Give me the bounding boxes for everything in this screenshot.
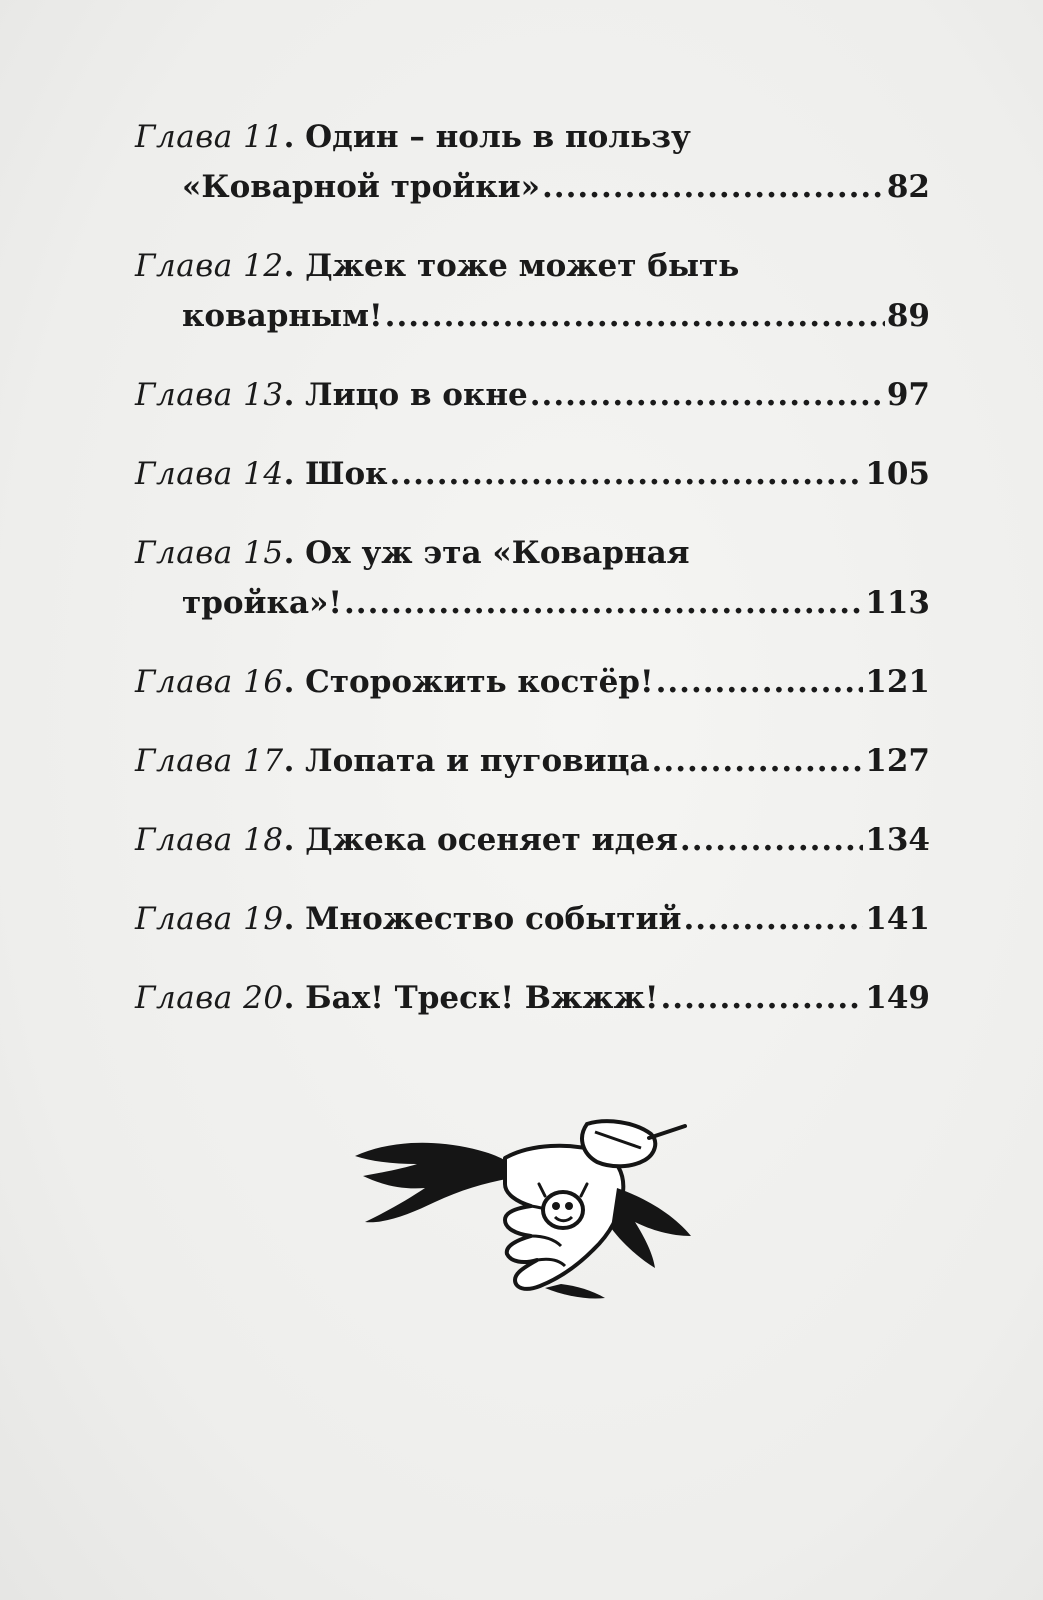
toc-entry-line: Глава 14 . Шок ..... 105	[135, 449, 930, 499]
chapter-label: Глава 14	[135, 456, 284, 492]
chapter-label: Глава 17	[135, 743, 284, 779]
toc-entry	[135, 736, 930, 786]
chapter-title: Сторожить костёр!	[305, 664, 654, 700]
chapter-title: Джека осеняет идея	[305, 822, 678, 858]
chapter-label: Глава 13	[135, 377, 284, 413]
toc-entry	[135, 370, 930, 420]
toc-entry-line: Глава 17 . Лопата и пуговица ..... 127	[135, 736, 930, 786]
chapter-label: Глава 19	[135, 901, 284, 937]
toc-entry-line: Глава 18 . Джека осеняет идея ..... 134	[135, 815, 930, 865]
dot-leader	[385, 291, 885, 341]
page-number: 82	[886, 169, 930, 205]
dot-leader	[542, 162, 885, 212]
chapter-label: Глава 11	[135, 119, 284, 155]
page-number: 141	[865, 901, 930, 937]
toc-entry	[135, 241, 930, 341]
chapter-title: Множество событий	[305, 901, 682, 937]
dot-leader	[683, 894, 863, 944]
page-number: 121	[865, 664, 930, 700]
page-number: 97	[886, 377, 930, 413]
toc-entry-first-line: Глава 15 . Ох уж эта «Коварная	[135, 528, 930, 578]
chapter-title: Бах! Треск! Вжжж!	[305, 980, 659, 1016]
dot-leader	[344, 578, 863, 628]
toc-entry-line: Глава 20 . Бах! Треск! Вжжж! ..... 149	[135, 973, 930, 1023]
toc-entry-last-line	[135, 291, 930, 341]
toc-entry-last-line	[135, 162, 930, 212]
dot-leader	[652, 736, 864, 786]
chapter-label: Глава 12	[135, 248, 284, 284]
dot-leader	[390, 449, 864, 499]
toc-entry	[135, 112, 930, 212]
toc-entry	[135, 528, 930, 628]
page-number: 105	[865, 456, 930, 492]
table-of-contents	[135, 112, 930, 1052]
dot-leader	[680, 815, 863, 865]
toc-entry	[135, 657, 930, 707]
chapter-title: Джек тоже может быть	[305, 248, 740, 284]
chapter-title: Ох уж эта «Коварная	[305, 535, 690, 571]
chapter-title-continued: «Коварной тройки»	[182, 169, 541, 205]
toc-entry	[135, 815, 930, 865]
chapter-label: Глава 18	[135, 822, 284, 858]
toc-entry-first-line: Глава 12 . Джек тоже может быть	[135, 241, 930, 291]
chapter-title: Шок	[305, 456, 388, 492]
dot-leader	[530, 370, 885, 420]
toc-entry-line: Глава 13 . Лицо в окне ..... 97	[135, 370, 930, 420]
chapter-label: Глава 20	[135, 980, 284, 1016]
page-number: 127	[865, 743, 930, 779]
toc-entry-first-line: Глава 11 . Один – ноль в пользу	[135, 112, 930, 162]
chapter-title-continued: коварным!	[182, 298, 383, 334]
chapter-title: Один – ноль в пользу	[305, 119, 691, 155]
chapter-label: Глава 15	[135, 535, 284, 571]
chapter-title: Лицо в окне	[305, 377, 528, 413]
toc-entry-last-line	[135, 578, 930, 628]
toc-entry	[135, 973, 930, 1023]
toc-entry	[135, 894, 930, 944]
chapter-title-continued: тройка»!	[182, 585, 343, 621]
page-number: 113	[865, 585, 930, 621]
dot-leader	[660, 973, 863, 1023]
toc-entry-line: Глава 16 . Сторожить костёр! ..... 121	[135, 657, 930, 707]
page-number: 149	[865, 980, 930, 1016]
chapter-label: Глава 16	[135, 664, 284, 700]
page-number: 134	[865, 822, 930, 858]
hand-holding-creature-icon	[355, 1118, 695, 1308]
dot-leader	[656, 657, 864, 707]
chapter-title: Лопата и пуговица	[305, 743, 650, 779]
page-number: 89	[886, 298, 930, 334]
toc-entry	[135, 449, 930, 499]
toc-entry-line: Глава 19 . Множество событий ..... 141	[135, 894, 930, 944]
